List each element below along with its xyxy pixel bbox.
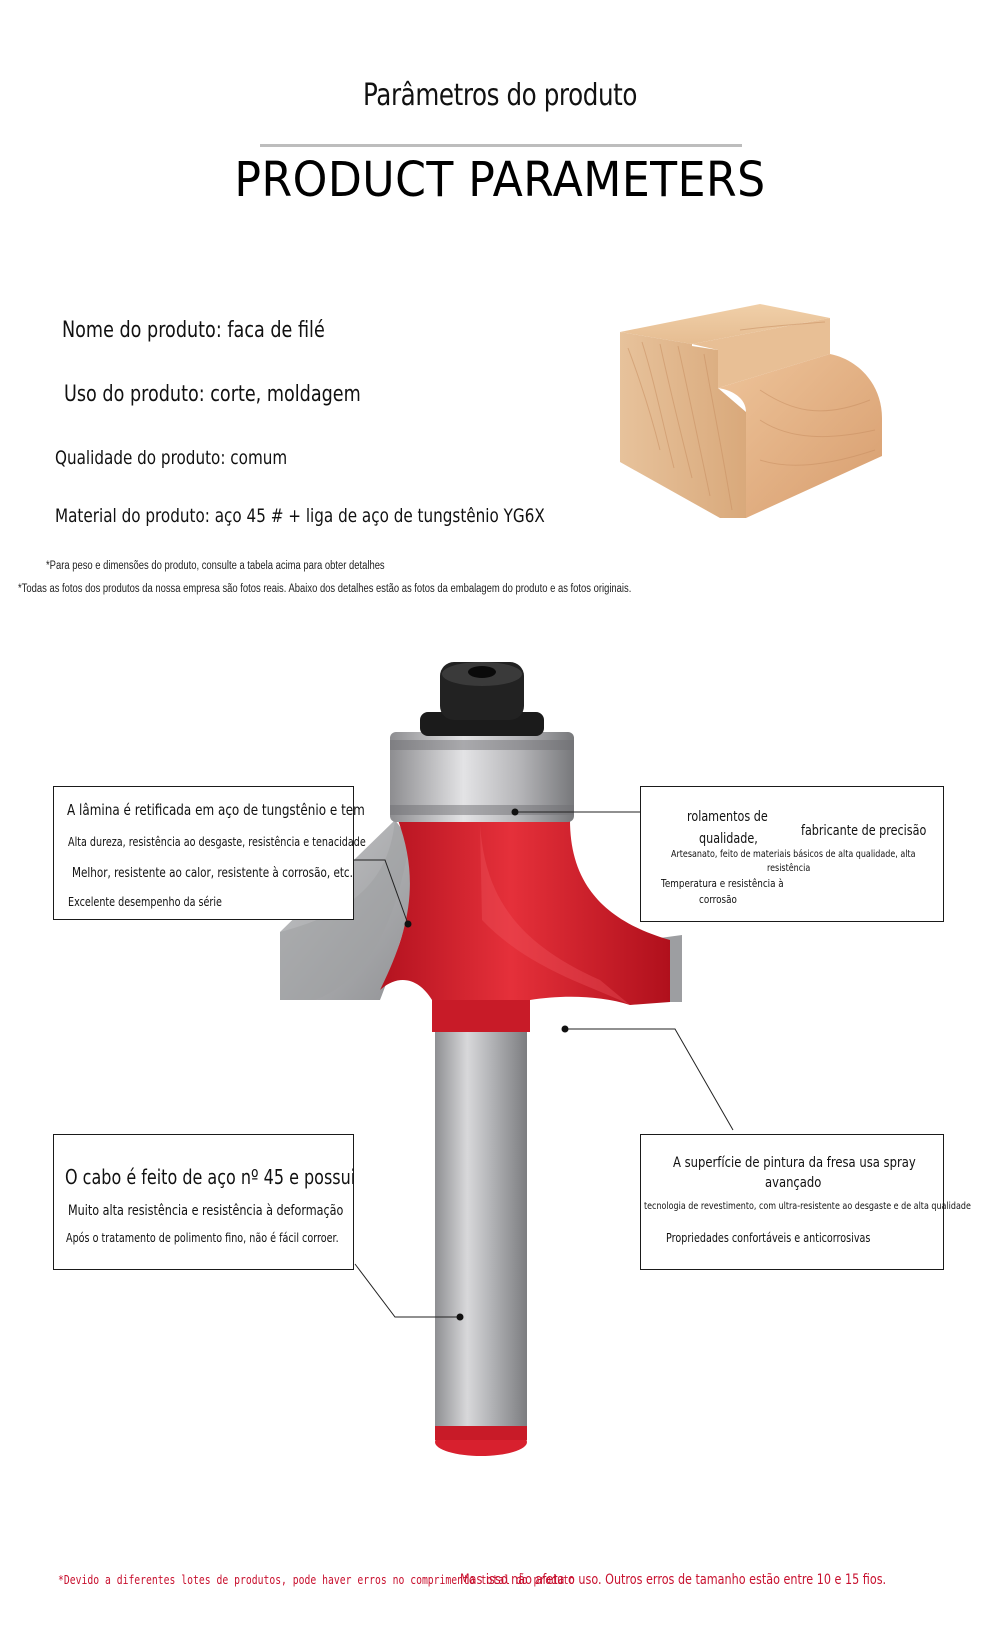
param-use: Uso do produto: corte, moldagem bbox=[64, 382, 361, 407]
title-portuguese: Parâmetros do produto bbox=[362, 78, 638, 113]
param-material: Material do produto: aço 45 # + liga de aço de tungstênio YG6X bbox=[55, 505, 545, 527]
callout-bearing-title-a: rolamentos de bbox=[687, 809, 768, 825]
callout-blade-line1: Alta dureza, resistência ao desgaste, resistência e tenacidade bbox=[68, 835, 366, 849]
callout-bearing-line1: Artesanato, feito de materiais básicos de alta qualidade, alta bbox=[671, 849, 916, 860]
title-english: PRODUCT PARAMETERS bbox=[234, 152, 766, 208]
footer-note-part1: *Devido a diferentes lotes de produtos, pode haver erros no comprimento total do produto bbox=[58, 1572, 575, 1587]
footer-note-part2: Mas isso não afeta o uso. Outros erros de tamanho estão entre 10 e 15 fios. bbox=[460, 1572, 887, 1588]
callout-blade-line3: Excelente desempenho da série bbox=[68, 895, 222, 909]
callout-bearing-title-c: fabricante de precisão bbox=[801, 823, 927, 839]
callout-shank-line1: Muito alta resistência e resistência à deformação bbox=[68, 1203, 344, 1219]
callout-bearing-line4: corrosão bbox=[699, 893, 737, 906]
callout-coating-line1: tecnologia de revestimento, com ultra-resistente ao desgaste e de alta qualidade bbox=[644, 1201, 971, 1212]
callout-coating-line2: Propriedades confortáveis ​​e anticorrosivas bbox=[666, 1231, 871, 1245]
note-photos: *Todas as fotos dos produtos da nossa empresa são fotos reais. Abaixo dos detalhes estão as fotos da embalagem do produto e as fotos originais. bbox=[18, 583, 632, 595]
param-name: Nome do produto: faca de filé bbox=[62, 318, 325, 343]
callout-coating-title-b: avançado bbox=[765, 1175, 822, 1191]
callout-bearing bbox=[640, 786, 944, 922]
callout-blade-line2: Melhor, resistente ao calor, resistente à corrosão, etc. bbox=[72, 866, 353, 881]
callout-coating-title-a: A superfície de pintura da fresa usa spray bbox=[673, 1155, 916, 1171]
callout-shank-line2: Após o tratamento de polimento fino, não é fácil corroer. bbox=[66, 1231, 339, 1245]
callout-shank bbox=[53, 1134, 354, 1270]
callout-bearing-title-b: qualidade, bbox=[699, 831, 758, 847]
callout-blade-title: A lâmina é retificada em aço de tungstênio e tem bbox=[67, 801, 365, 819]
callout-bearing-line2: resistência bbox=[767, 863, 811, 874]
callout-coating bbox=[640, 1134, 971, 1270]
callout-blade bbox=[53, 786, 366, 920]
callout-shank-title: O cabo é feito de aço nº 45 e possui bbox=[65, 1165, 356, 1189]
note-weight: *Para peso e dimensões do produto, consulte a tabela acima para obter detalhes bbox=[46, 560, 385, 572]
param-quality: Qualidade do produto: comum bbox=[55, 447, 288, 469]
callout-bearing-line3: Temperatura e resistência à bbox=[661, 877, 784, 890]
